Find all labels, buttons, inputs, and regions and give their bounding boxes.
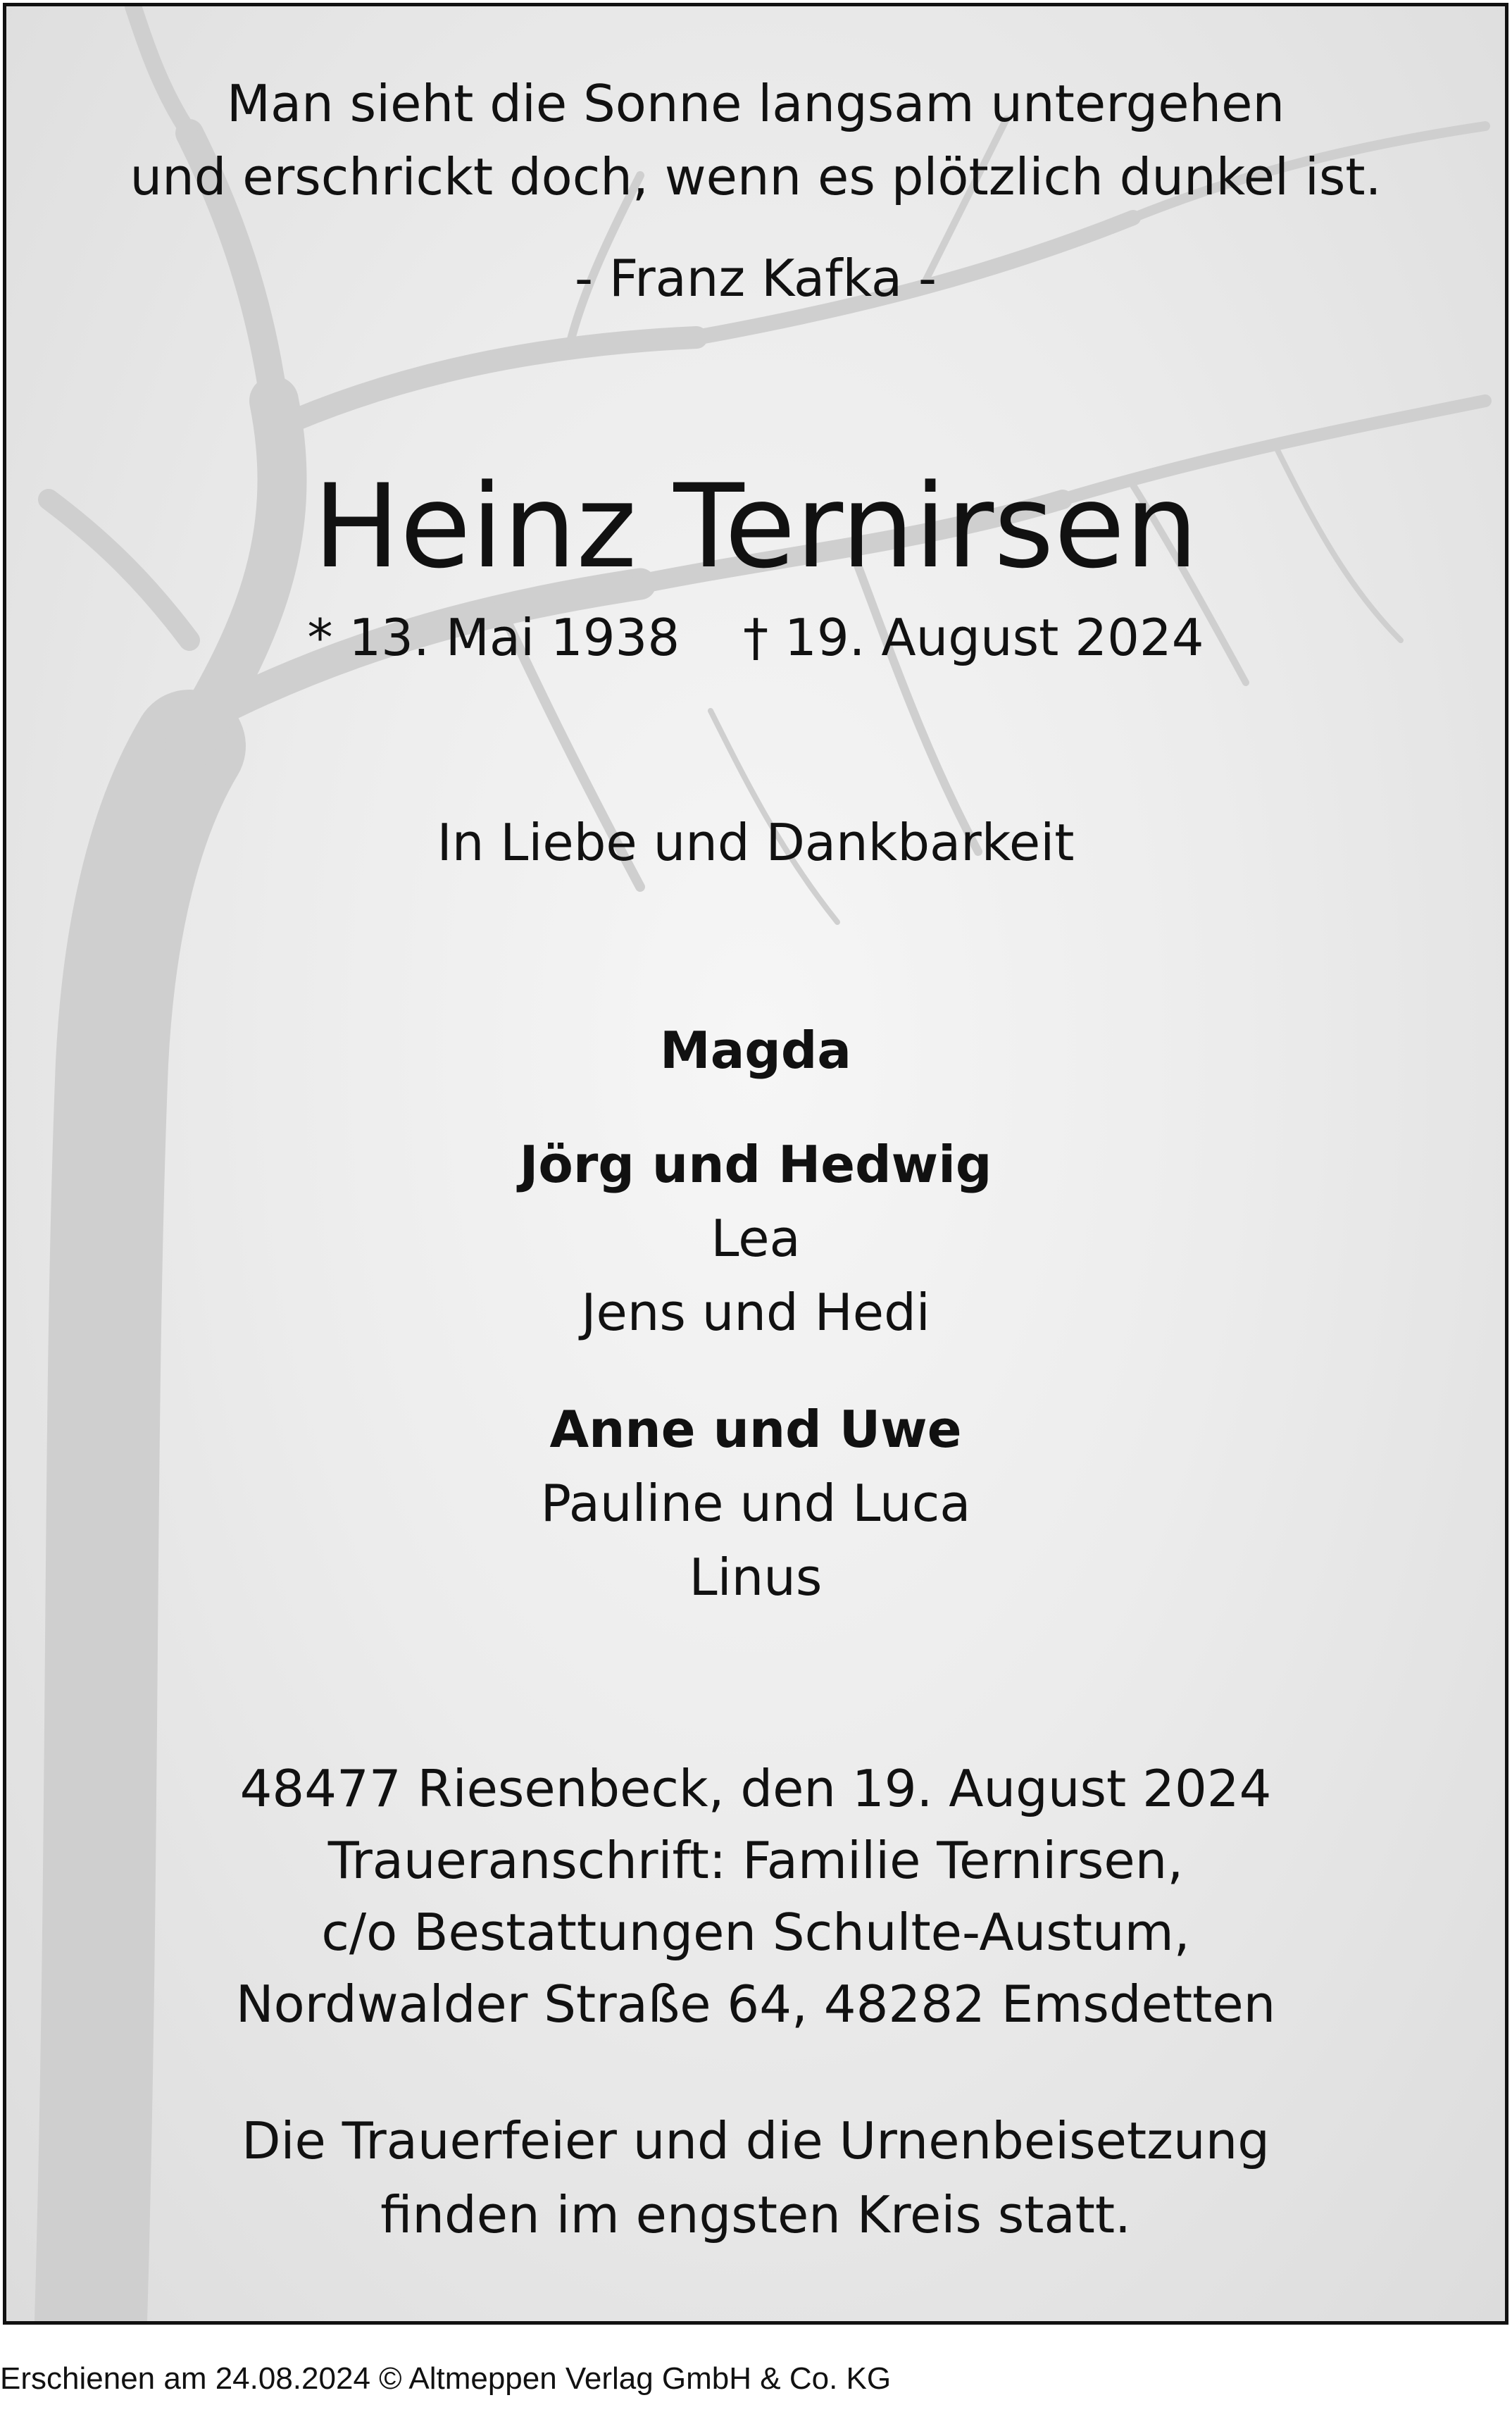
death-date: † 19. August 2024 bbox=[743, 608, 1204, 667]
life-dates bbox=[6, 608, 1505, 667]
quote-line-1: Man sieht die Sonne langsam untergehen bbox=[226, 74, 1285, 133]
quote-line-2: und erschrickt doch, wenn es plötzlich dunkel ist. bbox=[130, 147, 1382, 206]
notice-line-2: finden im engsten Kreis statt. bbox=[380, 2185, 1131, 2244]
quote-author: - Franz Kafka - bbox=[575, 249, 937, 308]
mourner-name: Lea bbox=[711, 1209, 801, 1268]
deceased-name: Heinz Ternirsen bbox=[313, 459, 1199, 594]
mourner-name: Anne und Uwe bbox=[549, 1400, 962, 1459]
mourner-name: Jens und Hedi bbox=[581, 1283, 930, 1342]
mourner-name: Magda bbox=[660, 1021, 851, 1080]
obituary-card bbox=[3, 3, 1508, 2325]
address-line-3: c/o Bestattungen Schulte-Austum, bbox=[321, 1903, 1190, 1962]
address-line-2: Traueranschrift: Familie Ternirsen, bbox=[327, 1831, 1184, 1890]
publication-footer: Erschienen am 24.08.2024 © Altmeppen Verlag GmbH & Co. KG bbox=[0, 2361, 892, 2396]
address-line-1: 48477 Riesenbeck, den 19. August 2024 bbox=[239, 1759, 1272, 1818]
notice-line-1: Die Trauerfeier und die Urnenbeisetzung bbox=[242, 2111, 1270, 2170]
address-line-4: Nordwalder Straße 64, 48282 Emsdetten bbox=[235, 1975, 1276, 2034]
mourner-name: Pauline und Luca bbox=[540, 1474, 971, 1533]
mourner-name: Jörg und Hedwig bbox=[519, 1135, 992, 1194]
intro-text: In Liebe und Dankbarkeit bbox=[437, 813, 1075, 872]
birth-date: * 13. Mai 1938 bbox=[307, 608, 680, 667]
mourner-name: Linus bbox=[689, 1548, 823, 1607]
